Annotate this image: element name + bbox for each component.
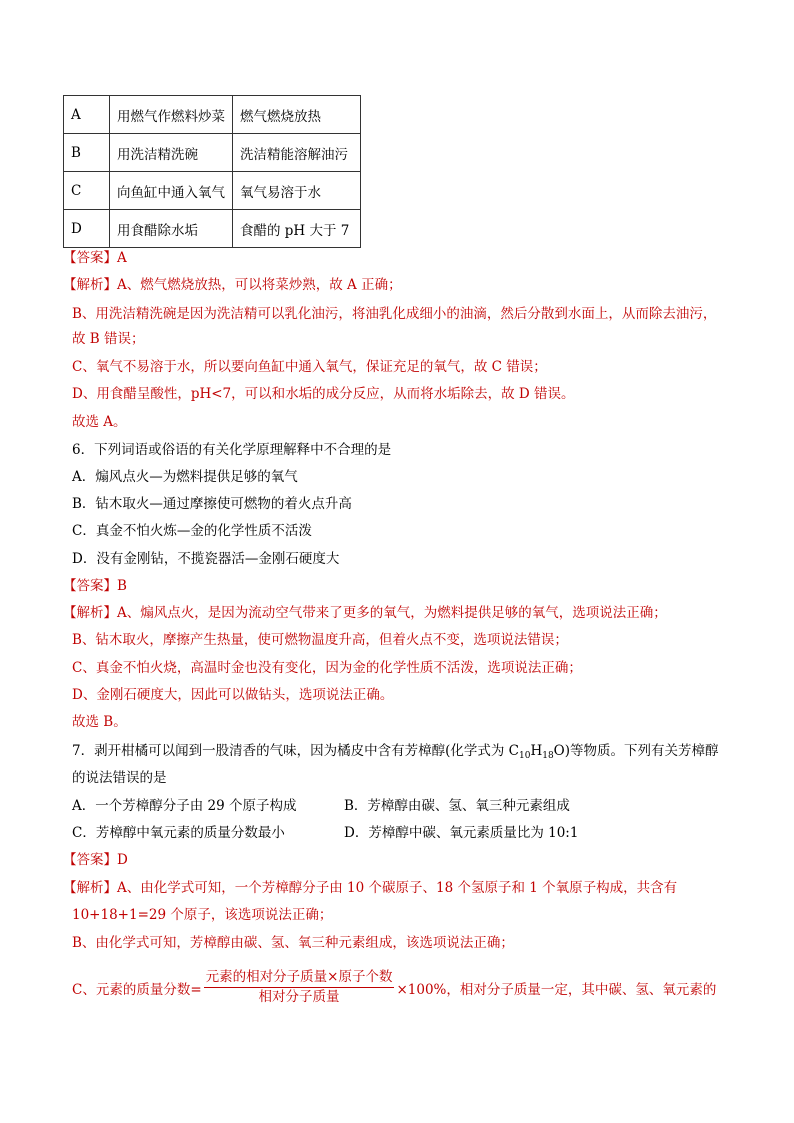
analysis-label: 【解析】 [63,605,117,621]
q7-analysis-line: B、由化学式可知，芳樟醇由碳、氢、氧三种元素组成，该选项说法正确； [72,935,514,951]
q6-analysis-line: D、金刚石硬度大，因此可以做钻头，选项说法正确。 [72,687,394,703]
formula-fraction [204,969,395,1006]
table-cell-action: 用食醋除水垢 [110,210,233,248]
options-table [63,95,361,248]
q7-stem-text: 7．剥开柑橘可以闻到一股清香的气味，因为橘皮中含有芳樟醇(化学式为 C [72,743,519,759]
table-row [64,134,361,172]
table-cell-option: C [64,172,110,210]
q7-option-d: D．芳樟醇中碳、氧元素质量比为 10:1 [344,825,579,841]
analysis-label: 【解析】 [63,880,117,896]
q5-analysis-line: D、用食醋呈酸性，pH<7，可以和水垢的成分反应，从而将水垢除去，故 D 错误。 [72,386,575,402]
answer-value: A [117,250,127,266]
answer-label: 【答案】 [63,578,117,594]
q7-analysis-line: 10+18+1=29 个原子，该选项说法正确； [72,907,333,923]
q6-analysis-line: C、真金不怕火烧，高温时金也没有变化，因为金的化学性质不活泼，选项说法正确； [72,660,582,676]
q6-option-b: B．钻木取火—通过摩擦使可燃物的着火点升高 [72,496,352,512]
table-cell-reason: 食醋的 pH 大于 7 [233,210,361,248]
q6-option-c: C．真金不怕火炼—金的化学性质不活泼 [72,523,312,539]
q7-option-a: A．一个芳樟醇分子由 29 个原子构成 [72,798,297,814]
table-cell-option: D [64,210,110,248]
formula-suffix: ×100%，相对分子质量一定，其中碳、氢、氧元素的 [396,981,717,998]
q6-analysis-line [63,604,667,622]
analysis-label: 【解析】 [63,277,117,293]
answer-value: D [117,852,128,868]
q6-analysis-line: B、钻木取火，摩擦产生热量，使可燃物温度升高，但着火点不变，选项说法错误； [72,632,568,648]
subscript: 10 [518,751,531,761]
q7-stem-line-2: 的说法错误的是 [72,770,167,786]
q7-answer [63,851,128,869]
table-row [64,96,361,134]
q6-stem: 6．下列词语或俗语的有关化学原理解释中不合理的是 [72,442,392,458]
q7-option-c: C．芳樟醇中氧元素的质量分数最小 [72,825,285,841]
q5-analysis-line: B、用洗洁精洗碗是因为洗洁精可以乳化油污，将油乳化成细小的油滴，然后分散到水面上，从而除去油污， [72,306,717,322]
table-cell-action: 用洗洁精洗碗 [110,134,233,172]
q6-option-d: D．没有金刚钻，不揽瓷器活—金刚石硬度大 [72,551,340,567]
formula-prefix: C、元素的质量分数= [72,981,202,998]
analysis-text: A、煽风点火，是因为流动空气带来了更多的氧气，为燃料提供足够的氧气，选项说法正确； [117,605,667,621]
q7-option-b: B．芳樟醇由碳、氢、氧三种元素组成 [344,798,570,814]
q5-analysis-line: C、氧气不易溶于水，所以要向鱼缸中通入氧气，保证充足的氧气，故 C 错误； [72,359,547,375]
table-cell-action: 用燃气作燃料炒菜 [110,96,233,134]
q5-answer [63,249,127,267]
q6-answer [63,577,127,595]
q7-stem-text: O)等物质。下列有关芳樟醇 [553,743,719,759]
q6-option-a: A．煽风点火—为燃料提供足够的氧气 [72,469,298,485]
table-cell-action: 向鱼缸中通入氧气 [110,172,233,210]
answer-value: B [117,578,127,594]
q7-stem [72,742,719,765]
q7-analysis-line [63,879,677,897]
table-cell-reason: 氧气易溶于水 [233,172,361,210]
formula-numerator: 元素的相对分子质量×原子个数 [204,969,395,988]
analysis-text: A、由化学式可知，一个芳樟醇分子由 10 个碳原子、18 个氢原子和 1 个氧原子构成，共含有 [117,880,678,896]
table-row [64,210,361,248]
mass-fraction-formula-line [72,969,716,1005]
q6-conclusion: 故选 B。 [72,714,127,730]
table-cell-reason: 燃气燃烧放热 [233,96,361,134]
table-cell-option: A [64,96,110,134]
q7-stem-text: H [530,743,543,759]
formula-denominator: 相对分子质量 [258,989,340,1005]
q5-analysis-line: 故 B 错误； [72,331,145,347]
table-cell-reason: 洗洁精能溶解油污 [233,134,361,172]
answer-label: 【答案】 [63,250,117,266]
table-cell-option: B [64,134,110,172]
q5-analysis-line [63,276,402,294]
q5-conclusion: 故选 A。 [72,414,127,430]
subscript: 18 [542,751,554,761]
table-row [64,172,361,210]
answer-label: 【答案】 [63,852,117,868]
analysis-text: A、燃气燃烧放热，可以将菜炒熟，故 A 正确； [117,277,402,293]
